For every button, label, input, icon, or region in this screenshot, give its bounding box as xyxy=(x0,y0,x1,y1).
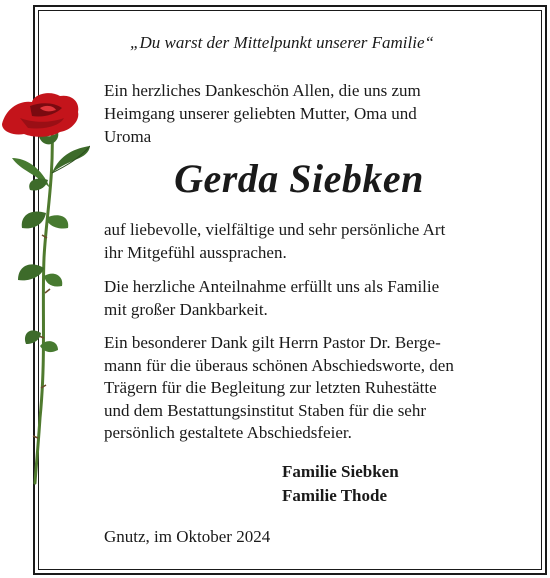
signer-name: Familie Thode xyxy=(282,486,387,505)
paragraph-line: mit großer Dankbarkeit. xyxy=(104,299,268,319)
intro-text xyxy=(104,79,504,148)
intro-line: Heimgang unserer geliebten Mutter, Oma und xyxy=(104,104,417,123)
signer-name: Familie Siebken xyxy=(282,462,399,481)
paragraph-line: und dem Bestattungsinstitut Staben für die sehr xyxy=(104,400,427,420)
signers-block xyxy=(282,460,399,508)
paragraph-line: Die herzliche Anteilnahme erfüllt uns als Familie xyxy=(104,277,440,296)
paragraph-line: auf liebevolle, vielfältige und sehr persönliche Art xyxy=(104,220,446,239)
paragraph-line: mann für die überaus schönen Abschiedsworte, den xyxy=(104,355,454,375)
intro-line: Ein herzliches Dankeschön Allen, die uns zum xyxy=(104,81,421,100)
rose-icon xyxy=(0,88,90,488)
paragraph-line: Trägern für die Begleitung zur letzten Ruhestätte xyxy=(104,378,437,397)
thanks-paragraph-1 xyxy=(104,219,524,264)
thanks-paragraph-3 xyxy=(104,332,524,445)
paragraph-line: ihr Mitgefühl aussprachen. xyxy=(104,242,287,262)
intro-line: Uroma xyxy=(104,127,152,146)
paragraph-line: persönlich gestaltete Abschiedsfeier. xyxy=(104,423,352,442)
thanks-paragraph-2 xyxy=(104,276,524,321)
place-date: Gnutz, im Oktober 2024 xyxy=(104,527,271,546)
deceased-name: Gerda Siebken xyxy=(174,156,424,201)
paragraph-line: Ein besonderer Dank gilt Herrn Pastor Dr. Berge- xyxy=(104,333,441,352)
memorial-quote: „Du warst der Mittelpunkt unserer Familie“ xyxy=(130,33,434,52)
